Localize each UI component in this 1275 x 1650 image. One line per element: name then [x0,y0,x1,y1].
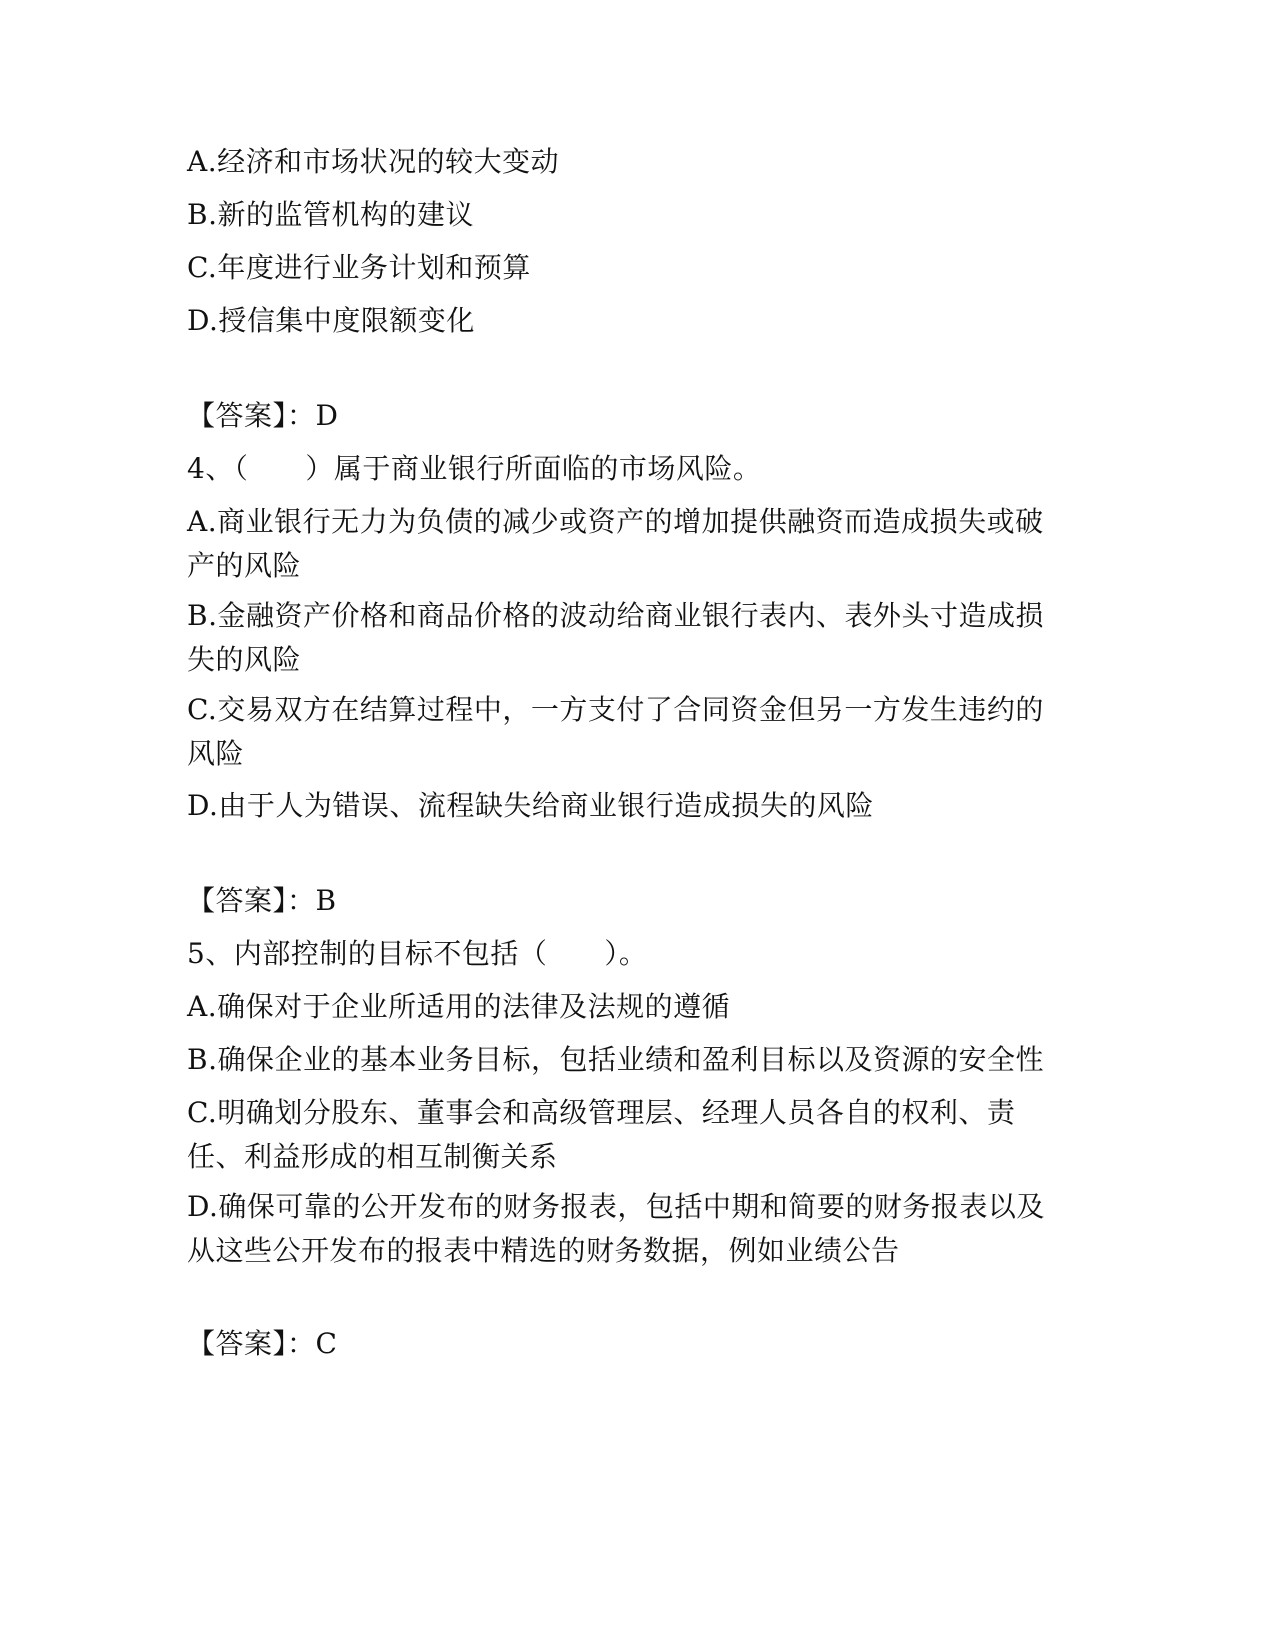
q5-option-b: B.确保企业的基本业务目标，包括业绩和盈利目标以及资源的安全性 [187,1043,1044,1076]
q3-option-a: A.经济和市场状况的较大变动 [187,145,560,178]
q5-answer: 【答案】：C [187,1327,338,1360]
q4-option-d: D.由于人为错误、流程缺失给商业银行造成损失的风险 [187,789,874,822]
q5-option-d: D.确保可靠的公开发布的财务报表，包括中期和简要的财务报表以及从这些公开发布的报表中精选的财务数据，例如业绩公告 [187,1190,1045,1267]
q4-option-a: A.商业银行无力为负债的减少或资产的增加提供融资而造成损失或破产的风险 [187,505,1044,582]
q4-question: 4、（ ）属于商业银行所面临的市场风险。 [187,452,762,485]
q5-question: 5、内部控制的目标不包括（ ）。 [187,937,648,970]
q4-answer: 【答案】：B [187,884,337,917]
q5-option-a: A.确保对于企业所适用的法律及法规的遵循 [187,990,731,1023]
q3-option-b: B.新的监管机构的建议 [187,198,474,231]
q3-option-d: D.授信集中度限额变化 [187,304,475,337]
q4-option-b: B.金融资产价格和商品价格的波动给商业银行表内、表外头寸造成损失的风险 [187,599,1044,676]
q3-answer: 【答案】：D [187,399,339,432]
q5-option-c: C.明确划分股东、董事会和高级管理层、经理人员各自的权利、责任、利益形成的相互制衡关系 [187,1096,1016,1173]
q3-option-c: C.年度进行业务计划和预算 [187,251,531,284]
q4-option-c: C.交易双方在结算过程中，一方支付了合同资金但另一方发生违约的风险 [187,693,1044,770]
